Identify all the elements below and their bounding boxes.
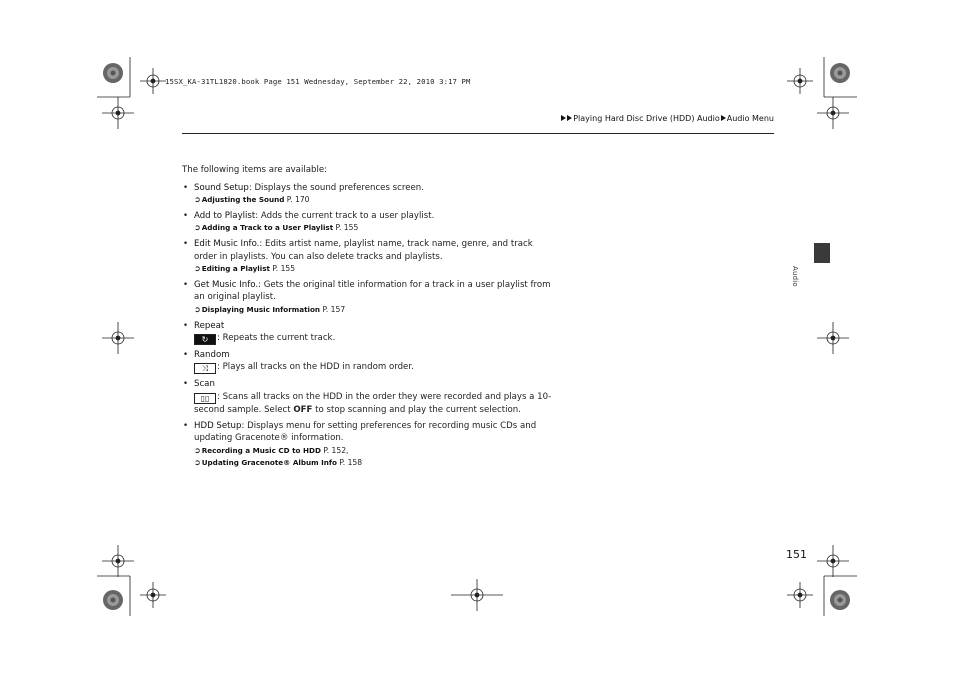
breadcrumb-page: Audio Menu xyxy=(726,114,774,123)
item-term: Get Music Info. xyxy=(194,279,259,290)
repeat-icon: ↻ xyxy=(194,334,216,345)
item-term: HDD Setup xyxy=(194,420,242,431)
reference-title[interactable]: Adding a Track to a User Playlist xyxy=(201,223,334,233)
reference-page: P. 155 xyxy=(269,264,296,274)
reference-arrow-icon: ➲ xyxy=(194,264,201,274)
item-description: : Edits artist name, playlist name, track name, genre, and track order in playlists. You can also delete tracks and playlists. xyxy=(194,238,533,262)
chapter-tab-label: Audio xyxy=(791,266,799,287)
item-term: Repeat xyxy=(194,320,225,331)
cross-reference[interactable] xyxy=(194,194,554,206)
cross-reference[interactable] xyxy=(194,445,554,457)
list-item xyxy=(182,279,554,316)
list-item xyxy=(182,420,554,469)
reference-title[interactable]: Displaying Music Information xyxy=(201,304,321,314)
reference-arrow-icon: ➲ xyxy=(194,195,201,205)
item-description-cont: to stop scanning and play the current selection. xyxy=(312,404,521,415)
page-number: 151 xyxy=(786,548,807,561)
cross-reference[interactable] xyxy=(194,222,554,234)
header-rule xyxy=(182,133,774,134)
reference-title[interactable]: Editing a Playlist xyxy=(201,264,270,274)
reference-arrow-icon: ➲ xyxy=(194,304,201,314)
breadcrumb-arrow-icon xyxy=(721,115,726,121)
item-description: : Scans all tracks on the HDD in the order they were recorded and plays a 10-second sample. Select xyxy=(194,391,552,415)
chapter-tab xyxy=(814,243,830,263)
item-term: Random xyxy=(194,349,230,360)
reference-page: P. 157 xyxy=(320,304,346,314)
item-description: : Repeats the current track. xyxy=(217,333,336,344)
item-description: : Adds the current track to a user playlist. xyxy=(255,210,435,221)
scan-icon: ▯▯ xyxy=(194,393,216,404)
print-job-info: 15SX_KA-31TL1820.book Page 151 Wednesday, September 22, 2010 3:17 PM xyxy=(165,77,471,86)
menu-item-list xyxy=(182,182,554,469)
list-item xyxy=(182,210,554,235)
reference-arrow-icon: ➲ xyxy=(194,445,201,455)
reference-arrow-icon: ➲ xyxy=(194,457,201,467)
item-term: Scan xyxy=(194,378,215,389)
reference-title[interactable]: Adjusting the Sound xyxy=(201,195,285,205)
list-item xyxy=(182,238,554,275)
breadcrumb-arrow-icon xyxy=(567,115,572,121)
reference-arrow-icon: ➲ xyxy=(194,223,201,233)
cross-reference[interactable] xyxy=(194,304,554,316)
reference-page: P. 170 xyxy=(284,195,310,205)
breadcrumb-arrow-icon xyxy=(561,115,566,121)
random-icon: ⤨ xyxy=(194,363,216,374)
list-item xyxy=(182,320,554,346)
cross-reference[interactable] xyxy=(194,263,554,275)
item-term: Sound Setup xyxy=(194,182,249,193)
cross-reference[interactable] xyxy=(194,457,554,469)
page-body xyxy=(182,164,554,472)
item-description: : Displays menu for setting preferences for recording music CDs and updating Gracenote® information. xyxy=(194,420,537,444)
list-item xyxy=(182,349,554,375)
reference-title[interactable]: Updating Gracenote® Album Info xyxy=(201,457,337,467)
breadcrumb-section: Playing Hard Disc Drive (HDD) Audio xyxy=(573,114,720,123)
reference-title[interactable]: Recording a Music CD to HDD xyxy=(201,445,321,455)
reference-page: P. 152, xyxy=(320,445,349,455)
reference-page: P. 158 xyxy=(336,457,363,467)
list-item xyxy=(182,182,554,207)
item-description: : Plays all tracks on the HDD in random order. xyxy=(217,362,414,373)
off-setting-label: OFF xyxy=(293,404,313,415)
intro-text: The following items are available: xyxy=(182,165,328,175)
breadcrumb xyxy=(561,114,774,123)
item-term: Edit Music Info. xyxy=(194,238,260,249)
item-term: Add to Playlist xyxy=(194,210,256,221)
reference-page: P. 155 xyxy=(333,223,359,233)
list-item xyxy=(182,378,554,416)
item-description: : Gets the original title information for a track in a user playlist from an original playlist. xyxy=(194,279,551,303)
item-description: : Displays the sound preferences screen. xyxy=(248,182,424,193)
